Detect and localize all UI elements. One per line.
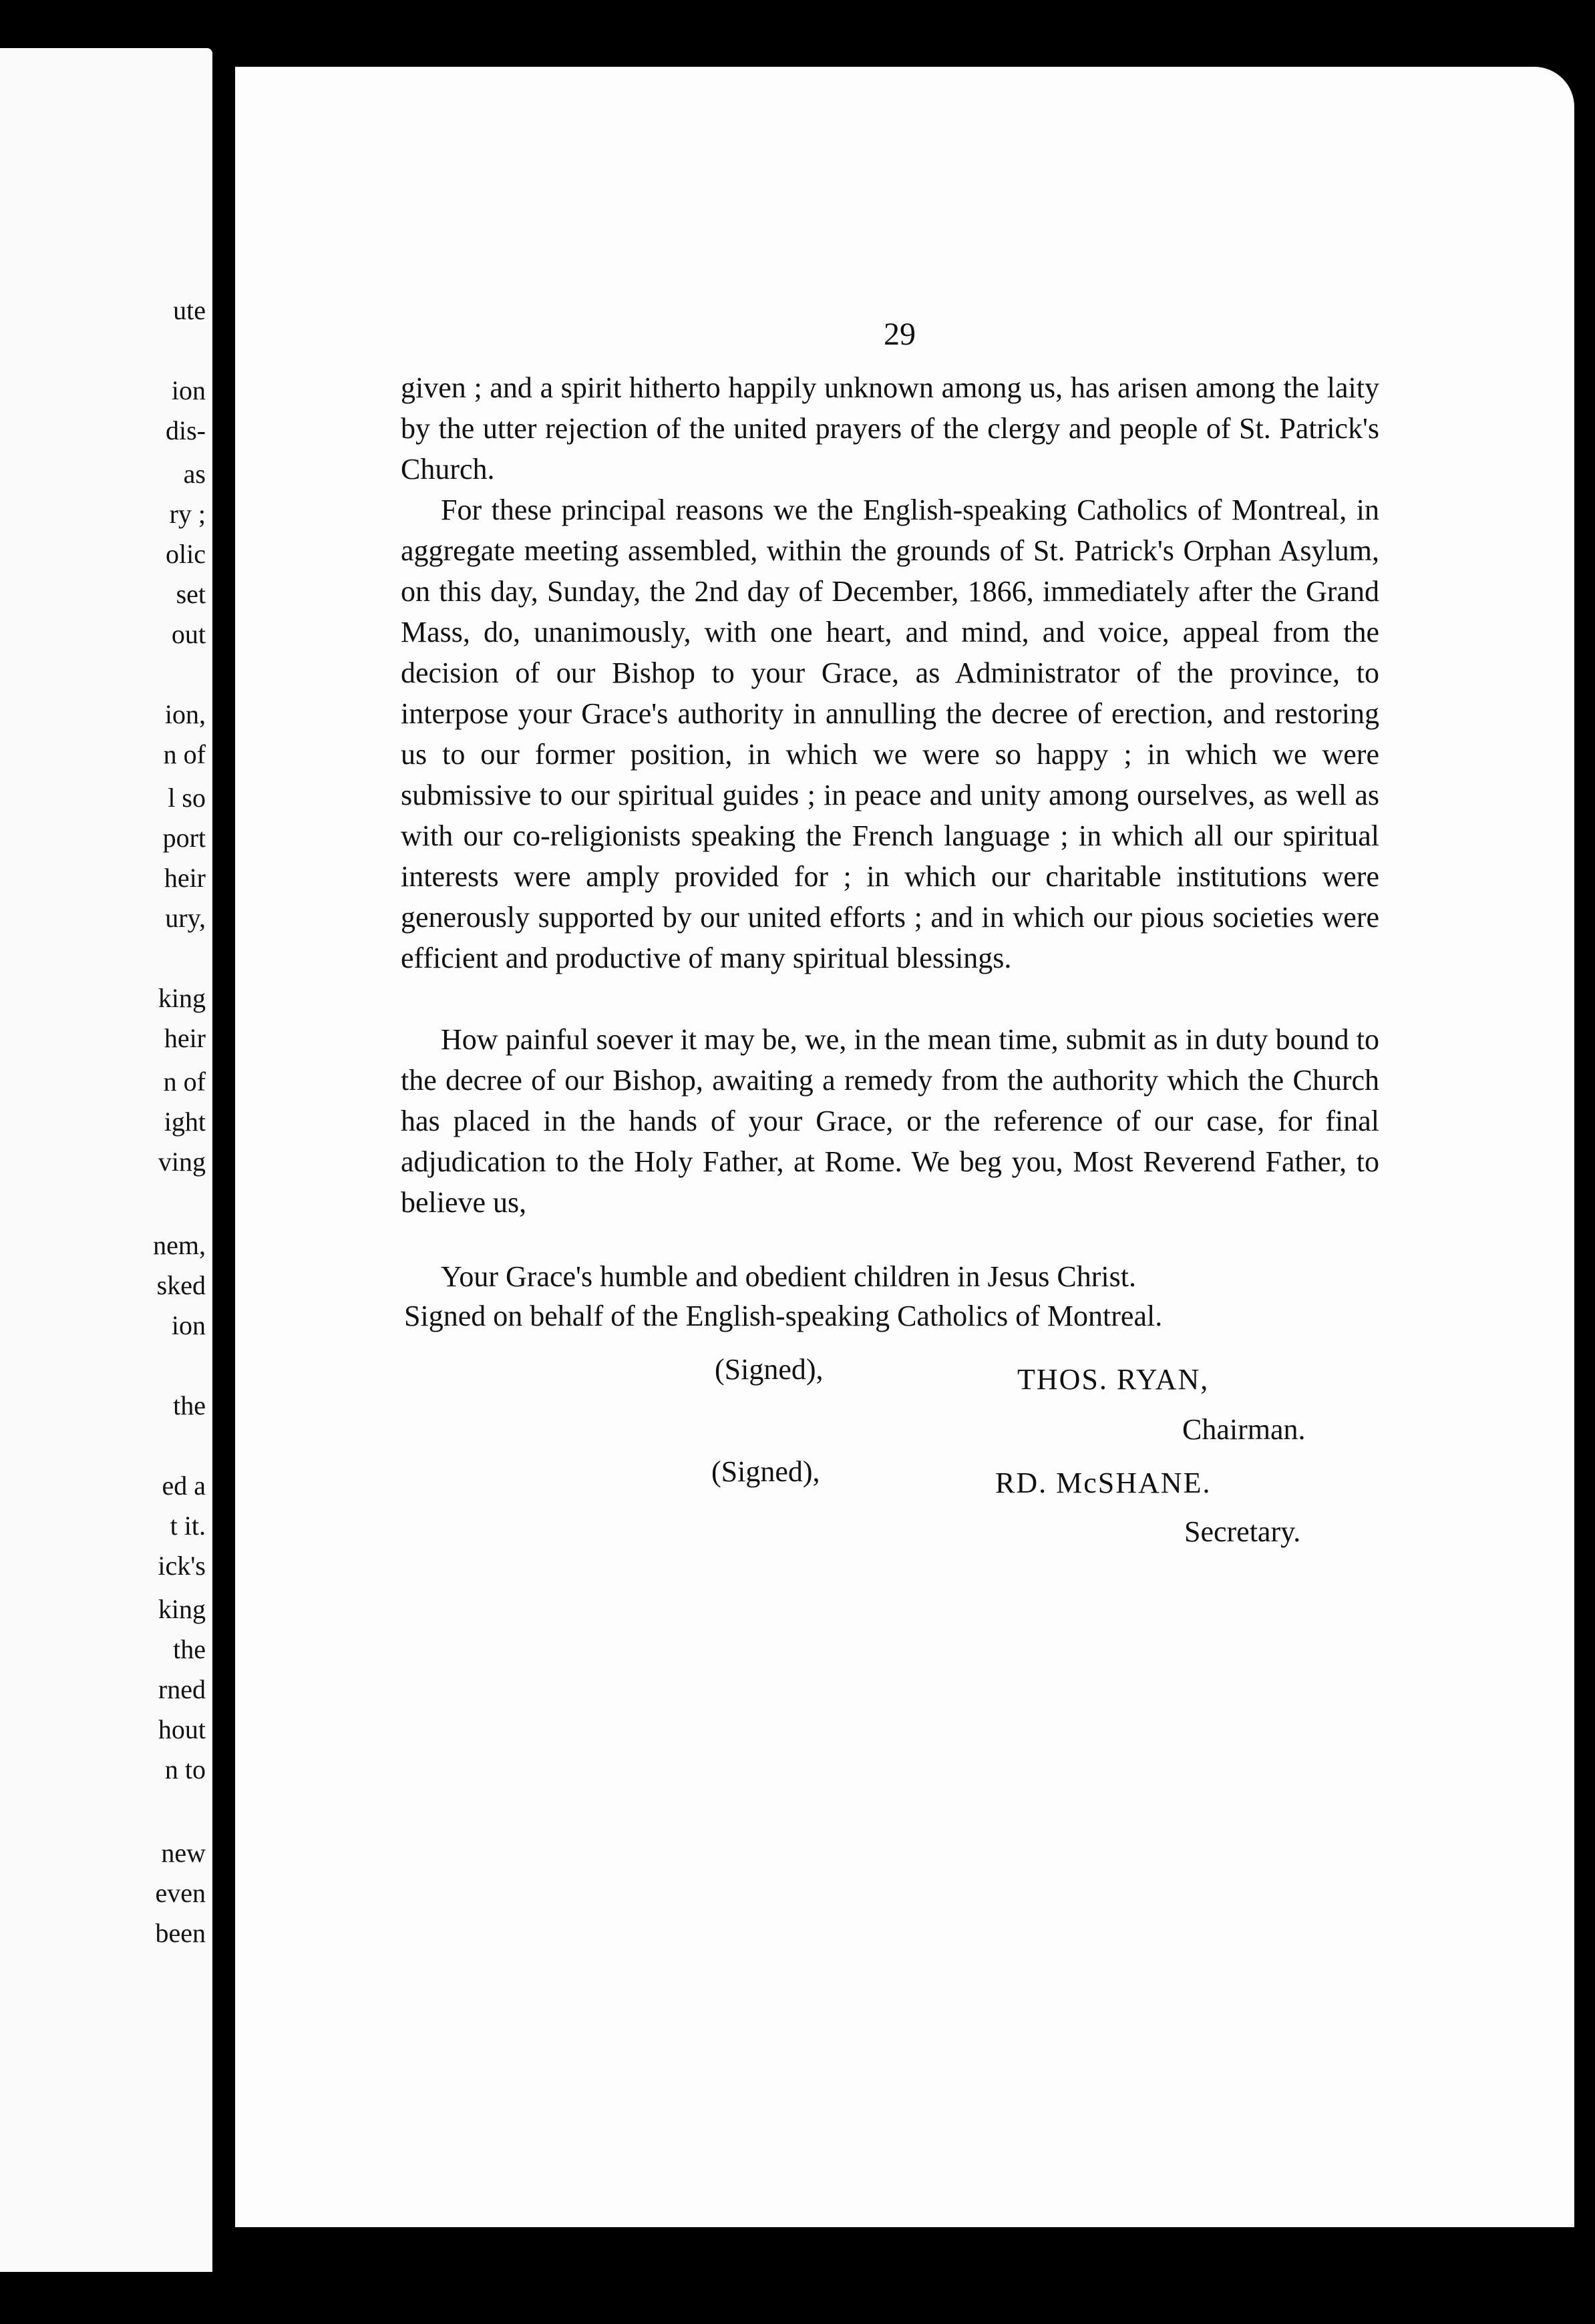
signatory-title-1: Chairman.: [1182, 1413, 1306, 1446]
left-page-fragment: nem,: [153, 1230, 206, 1260]
left-page-fragment: dis-: [166, 415, 206, 445]
left-page-edge: [0, 48, 212, 2272]
left-page-fragment: out: [171, 619, 206, 649]
left-page-fragment: ed a: [162, 1471, 206, 1501]
left-page-fragment: as: [183, 459, 206, 489]
left-page-fragment: hout: [158, 1714, 206, 1744]
signed-label-1: (Signed),: [715, 1353, 824, 1386]
left-page-fragment: n to: [164, 1754, 206, 1784]
left-page-fragment: t it.: [170, 1511, 206, 1541]
closing-line: Your Grace's humble and obedient children in Jesus Christ.: [441, 1260, 1136, 1293]
left-page-fragment: ry ;: [169, 499, 206, 529]
page-number: 29: [884, 317, 916, 352]
left-page-fragment: been: [155, 1918, 206, 1948]
left-page-fragment: rned: [158, 1674, 206, 1704]
left-page-fragment: king: [158, 1594, 206, 1624]
left-page-fragment: ick's: [158, 1551, 206, 1581]
left-page-fragment: the: [173, 1634, 206, 1664]
paragraph-1: given ; and a spirit hitherto happily unknown among us, has arisen among the laity by the utter rejection of the united prayers of the clergy and people of St. Patrick's Church.: [401, 371, 1379, 486]
left-page-fragment: ute: [173, 295, 206, 325]
left-page-fragment: the: [173, 1390, 206, 1420]
left-page-fragment: heir: [164, 1023, 206, 1053]
signed-on-behalf-line: Signed on behalf of the English-speaking Catholics of Montreal.: [404, 1300, 1163, 1332]
left-page-fragment: n of: [163, 1067, 206, 1097]
left-page-fragment: ion: [171, 1310, 206, 1340]
paragraph-3: How painful soever it may be, we, in the mean time, submit as in duty bound to the decree of our Bishop, awaiting a remedy from the authority which the Church has placed in the hands of your Grace, or the reference of our case, for final adjudication to the Holy Father, at Rome. We beg you, Most Reverend Father, to believe us,: [401, 1023, 1379, 1219]
signatory-title-2: Secretary.: [1184, 1515, 1301, 1548]
left-page-fragment: set: [176, 579, 206, 609]
left-page-fragment: ury,: [165, 903, 206, 933]
left-page-fragment: ion: [171, 375, 206, 405]
left-page-fragment: l so: [168, 783, 206, 813]
left-page-fragment: n of: [163, 739, 206, 769]
left-page-fragment: new: [161, 1838, 206, 1868]
left-page-fragment: heir: [164, 863, 206, 893]
left-page-fragment: port: [162, 823, 206, 853]
left-page-fragment: olic: [166, 539, 206, 569]
signed-label-2: (Signed),: [711, 1455, 820, 1488]
signatory-name-2: RD. McSHANE.: [995, 1467, 1212, 1499]
signatory-name-1: THOS. RYAN,: [1017, 1363, 1210, 1396]
left-page-fragment: ight: [164, 1107, 206, 1137]
left-page-fragment: king: [158, 983, 206, 1013]
left-page-fragment: ion,: [164, 699, 206, 729]
left-page-fragment: sked: [156, 1270, 206, 1300]
left-page-fragment: ving: [158, 1147, 206, 1177]
left-page-fragment: even: [155, 1878, 206, 1908]
paragraph-2: For these principal reasons we the English-speaking Catholics of Montreal, in aggregate meeting assembled, within the grounds of St. Patrick's Orphan Asylum, on this day, Sunday, the 2nd day of December, 1866, immediately after the Grand Mass, do, unanimously, with one heart, and mind, and voice, appeal from the decision of our Bishop to your Grace, as Administrator of the province, to interpose your Grace's authority in annulling the decree of erection, and restoring us to our former position, in which we were so happy ; in which we were submissive to our spiritual guides ; in peace and unity among ourselves, as well as with our co-religionists speaking the French language ; in which all our spiritual interests were amply provided for ; in which our charitable institutions were generously supported by our united efforts ; and in which our pious societies were efficient and productive of many spiritual blessings.: [401, 494, 1379, 974]
